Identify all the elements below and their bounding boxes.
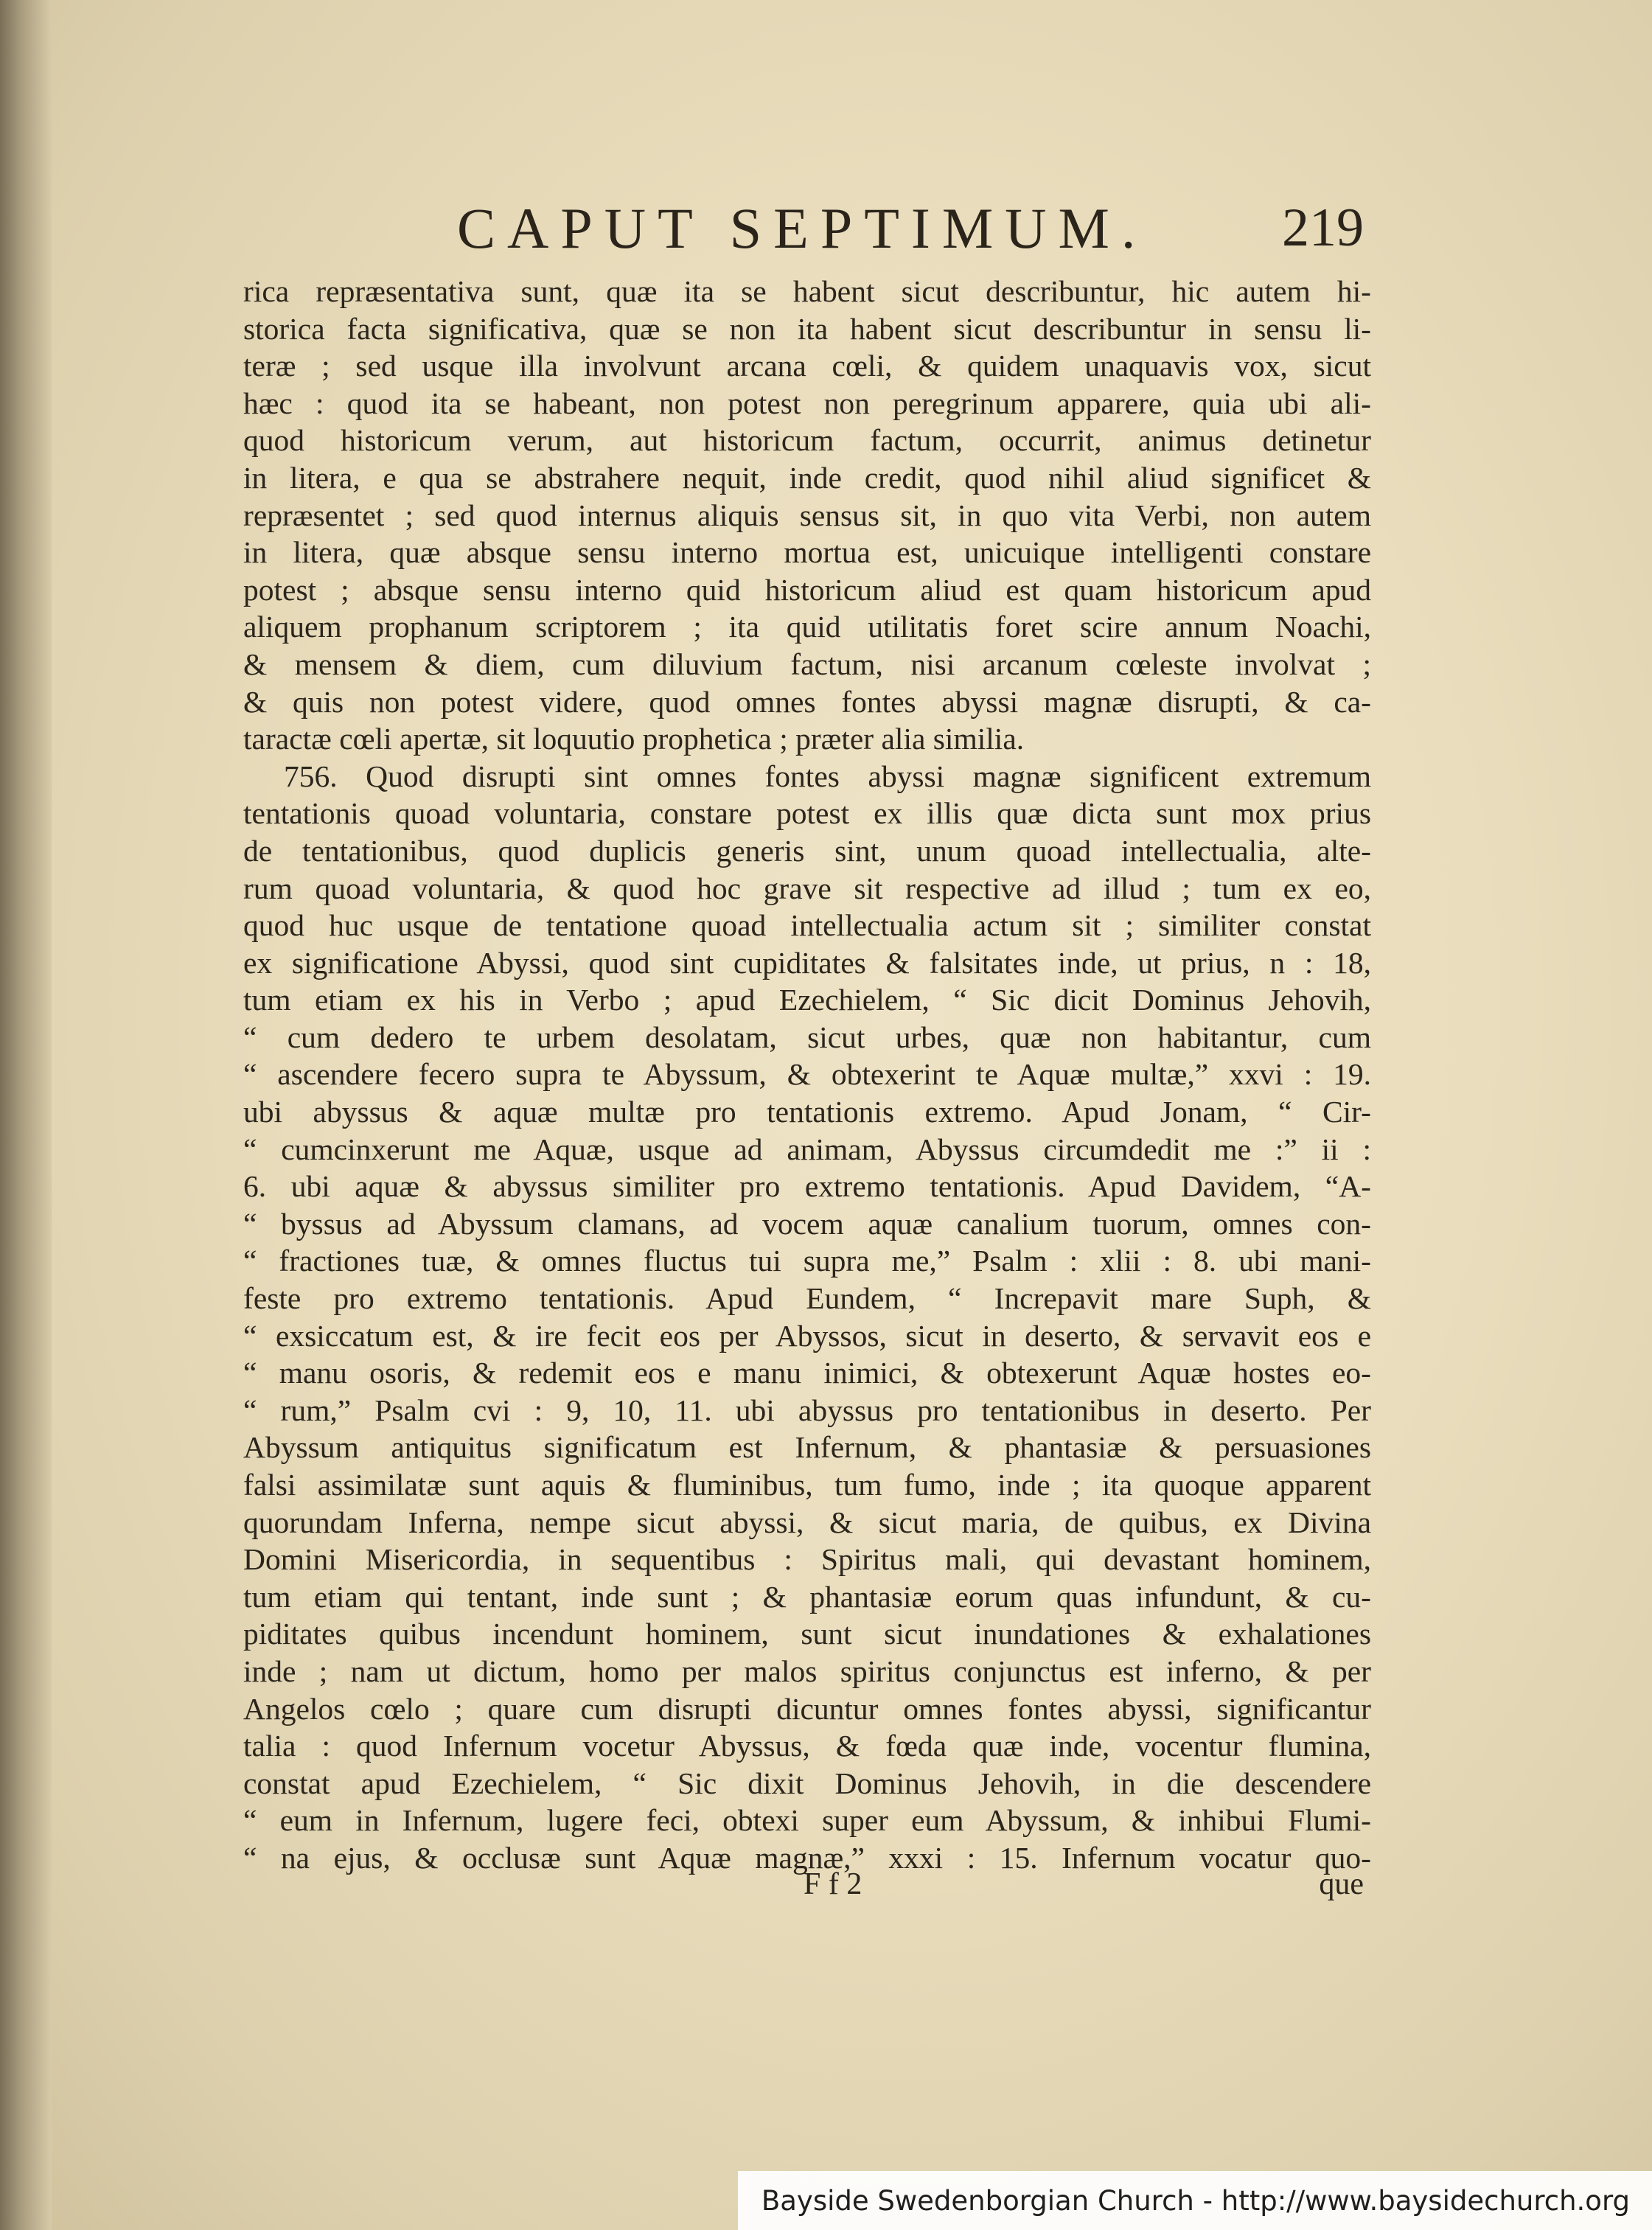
text-line: in litera, quæ absque sensu interno mortua est, unicuique intelligenti constare [243,535,1371,570]
catchword: que [1319,1867,1364,1901]
text-line: “ manu osoris, & redemit eos e manu inimici, & obtexerunt Aquæ hostes eo- [243,1356,1371,1390]
text-line: piditates quibus incendunt hominem, sunt sicut inundationes & exhalationes [243,1617,1371,1651]
text-line: Angelos cœlo ; quare cum disrupti dicuntur omnes fontes abyssi, significantur [243,1691,1371,1726]
text-line: tum etiam ex his in Verbo ; apud Ezechielem, “ Sic dicit Dominus Jehovih, [243,983,1371,1017]
text-line: ubi abyssus & aquæ multæ pro tentationis extremo. Apud Jonam, “ Cir- [243,1095,1371,1129]
text-line: de tentationibus, quod duplicis generis sint, unum quoad intellectualia, alte- [243,833,1371,868]
page-footer [243,1867,1371,1911]
page-header [236,188,1371,269]
text-line: “ exsiccatum est, & ire fecit eos per Abyssos, sicut in deserto, & servavit eos e [243,1318,1371,1353]
text-line: & mensem & diem, cum diluvium factum, nisi arcanum cœleste involvat ; [243,647,1371,681]
text-line: rum quoad voluntaria, & quod hoc grave sit respective ad illud ; tum ex eo, [243,871,1371,905]
text-line: feste pro extremo tentationis. Apud Eundem, “ Increpavit mare Suph, & [243,1281,1371,1316]
binding-gutter [0,0,52,2230]
text-line: 6. ubi aquæ & abyssus similiter pro extremo tentationis. Apud Davidem, “A- [243,1169,1371,1204]
paragraph-start-line: 756. Quod disrupti sint omnes fontes abyssi magnæ significent extremum [284,759,1371,793]
text-line: potest ; absque sensu interno quid historicum aliud est quam historicum apud [243,572,1371,607]
body-text [243,273,1371,1877]
text-line: rica repræsentativa sunt, quæ ita se habent sicut describuntur, hic autem hi- [243,274,1371,308]
text-line: quorundam Inferna, nempe sicut abyssi, & sicut maria, de quibus, ex Divina [243,1505,1371,1539]
text-line: “ na ejus, & occlusæ sunt Aquæ magnæ,” xxxi : 15. Infernum vocatur quo- [243,1840,1371,1875]
text-line: repræsentet ; sed quod internus aliquis sensus sit, in quo vita Verbi, non autem [243,498,1371,532]
text-line: storica facta significativa, quæ se non ita habent sicut describuntur in sensu li- [243,311,1371,346]
text-line: taractæ cœli apertæ, sit loquutio prophetica ; præter alia similia. [243,722,1025,756]
text-line: tum etiam qui tentant, inde sunt ; & phantasiæ eorum quas infundunt, & cu- [243,1579,1371,1614]
text-line: talia : quod Infernum vocetur Abyssus, & fœda quæ inde, vocentur flumina, [243,1729,1371,1763]
text-line: falsi assimilatæ sunt aquis & fluminibus, tum fumo, inde ; ita quoque apparent [243,1468,1371,1502]
watermark-banner [738,2171,1652,2230]
text-line: teræ ; sed usque illa involvunt arcana cœli, & quidem unaquavis vox, sicut [243,349,1371,383]
text-line: “ eum in Infernum, lugere feci, obtexi super eum Abyssum, & inhibui Flumi- [243,1803,1371,1838]
text-line: “ cum dedero te urbem desolatam, sicut urbes, quæ non habitantur, cum [243,1020,1371,1054]
text-line: & quis non potest videre, quod omnes fontes abyssi magnæ disrupti, & ca- [243,684,1371,719]
text-line: Domini Misericordia, in sequentibus : Spiritus mali, qui devastant hominem, [243,1542,1371,1577]
text-line: ex significatione Abyssi, quod sint cupiditates & falsitates inde, ut prius, n : 18, [243,945,1371,980]
text-line: constat apud Ezechielem, “ Sic dixit Dominus Jehovih, in die descendere [243,1766,1371,1800]
text-line: Abyssum antiquitus significatum est Infernum, & phantasiæ & persuasiones [243,1430,1371,1465]
text-line: inde ; nam ut dictum, homo per malos spiritus conjunctus est inferno, & per [243,1654,1371,1688]
text-line: hæc : quod ita se habeant, non potest non peregrinum apparere, quia ubi ali- [243,386,1371,420]
text-line: quod historicum verum, aut historicum factum, occurrit, animus detinetur [243,423,1371,458]
signature-mark: F f 2 [804,1867,862,1901]
watermark-text: Bayside Swedenborgian Church - http://www.baysidechurch.org [761,2185,1630,2217]
text-line: “ ascendere fecero supra te Abyssum, & obtexerint te Aquæ multæ,” xxvi : 19. [243,1057,1371,1092]
page-number: 219 [1282,198,1364,258]
text-line: “ byssus ad Abyssum clamans, ad vocem aquæ canalium tuorum, omnes con- [243,1206,1371,1241]
text-line: “ fractiones tuæ, & omnes fluctus tui supra me,” Psalm : xlii : 8. ubi mani- [243,1244,1371,1278]
text-line: quod huc usque de tentatione quoad intellectualia actum sit ; similiter constat [243,908,1371,943]
text-line: tentationis quoad voluntaria, constare potest ex illis quæ dicta sunt mox prius [243,796,1371,831]
text-line: “ cumcinxerunt me Aquæ, usque ad animam, Abyssus circumdedit me :” ii : [243,1132,1371,1166]
text-line: aliquem prophanum scriptorem ; ita quid utilitatis foret scire annum Noachi, [243,610,1371,644]
running-head: CAPUT SEPTIMUM. [457,196,1148,260]
text-line: in litera, e qua se abstrahere nequit, inde credit, quod nihil aliud significet & [243,460,1371,495]
text-line: “ rum,” Psalm cvi : 9, 10, 11. ubi abyssus pro tentationibus in deserto. Per [243,1393,1371,1427]
